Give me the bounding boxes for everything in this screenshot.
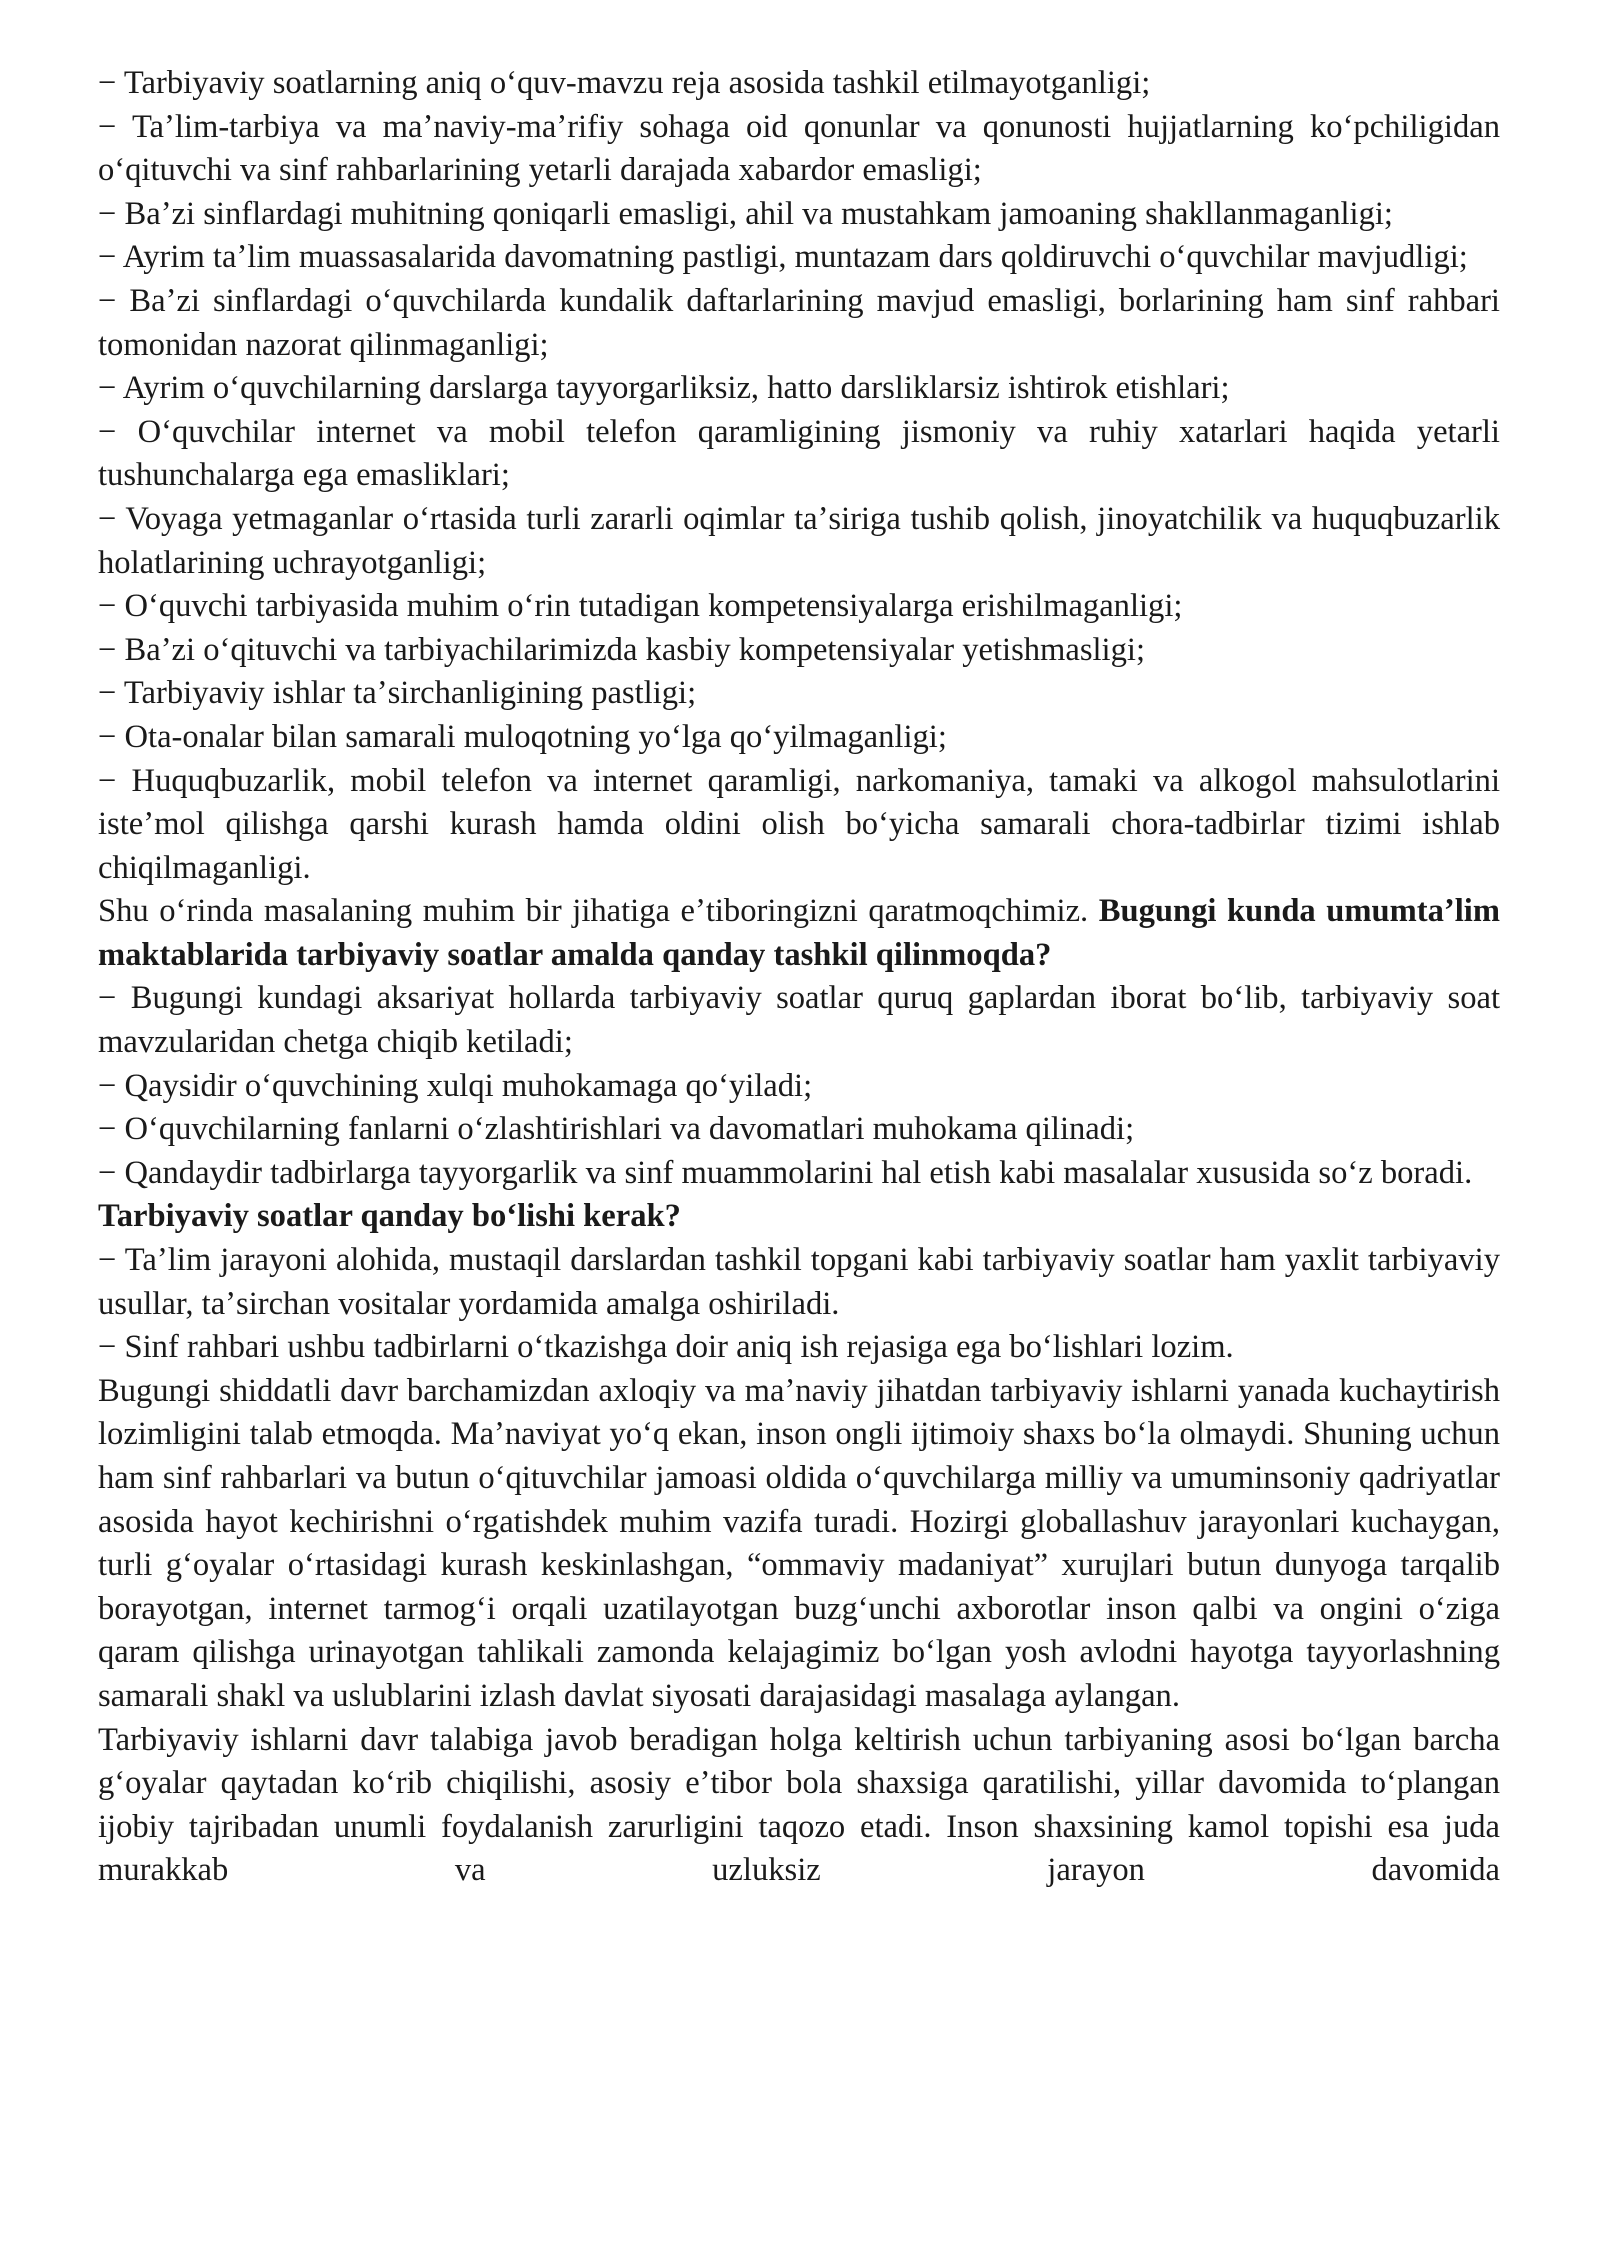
bullet-item: − Taʼlim jarayoni alohida, mustaqil darslardan tashkil topgani kabi tarbiyaviy soatlar ham yaxlit tarbiyaviy usullar, taʼsirchan vositalar yordamida amalga oshiriladi. (98, 1242, 1500, 1322)
bullet-item: − Baʼzi oʻqituvchi va tarbiyachilarimizda kasbiy kompetensiyalar yetishmasligi; (98, 631, 1146, 668)
bullet-item: − Ayrim oʻquvchilarning darslarga tayyorgarliksiz, hatto darsliklarsiz ishtirok etishlari; (98, 370, 1230, 407)
bullet-item: − Baʼzi sinflardagi oʻquvchilarda kundalik daftarlarining mavjud emasligi, borlarining ham sinf rahbari tomonidan nazorat qilinmaganligi; (98, 282, 1500, 363)
bullet-item: − Baʼzi sinflardagi muhitning qoniqarli emasligi, ahil va mustahkam jamoaning shakllanmaganligi; (98, 195, 1393, 232)
bullet-item: − Voyaga yetmaganlar oʻrtasida turli zararli oqimlar taʼsiriga tushib qolish, jinoyatchilik va huquqbuzarlik holatlarining uchrayotganligi; (98, 500, 1500, 581)
bullet-item: − Ota-onalar bilan samarali muloqotning yoʻlga qoʻyilmaganligi; (98, 718, 947, 755)
intro-paragraph (98, 890, 1500, 977)
bullet-item: − Tarbiyaviy soatlarning aniq oʻquv-mavzu reja asosida tashkil etilmayotganligi; (98, 65, 1151, 101)
section-heading (98, 1195, 1500, 1239)
bullet-item: − Oʻquvchi tarbiyasida muhim oʻrin tutadigan kompetensiyalarga erishilmaganligi; (98, 588, 1183, 625)
section-heading-text: Tarbiyaviy soatlar qanday boʻlishi kerak? (98, 1198, 681, 1235)
body-paragraph: Bugungi shiddatli davr barchamizdan axloqiy va maʼnaviy jihatdan tarbiyaviy ishlarni yanada kuchaytirish lozimligini talab etmoqda. Maʼnaviyat yoʻq ekan, inson ongli ijtimoiy shaxs boʻla olmaydi. Shuning uchun ham sinf rahbarlari va butun oʻqituvchilar jamoasi oldida oʻquvchilarga milliy va umuminsoniy qadriyatlar asosida hayot kechirishni oʻrgatishdek muhim vazifa turadi. Hozirgi globallashuv jarayonlari kuchaygan, turli gʻoyalar oʻrtasidagi kurash keskinlashgan, “ommaviy madaniyat” xurujlari butun dunyoga tarqalib borayotgan, internet tarmogʻi orqali uzatilayotgan buzgʻunchi axborotlar inson qalbi va ongini oʻziga qaram qilishga urinayotgan tahlikali zamonda kelajagimiz boʻlgan yosh avlodni hayotga tayyorlashning samarali shakl va uslublarini izlash davlat siyosati darajasidagi masalaga aylangan. (98, 1372, 1500, 1714)
body-paragraph: Tarbiyaviy ishlarni davr talabiga javob beradigan holga keltirish uchun tarbiyaning asosi boʻlgan barcha gʻoyalar qaytadan koʻrib chiqilishi, asosiy eʼtibor bola shaxsiga qaratilishi, yillar davomida toʻplangan ijobiy tajribadan unumli foydalanish zarurligini taqozo etadi. Inson shaxsining kamol topishi esa juda murakkab va uzluksiz jarayon davomida (98, 1721, 1500, 1889)
bullet-item: − Sinf rahbari ushbu tadbirlarni oʻtkazishga doir aniq ish rejasiga ega boʻlishlari lozim. (98, 1329, 1234, 1366)
bullet-item: − Ayrim taʼlim muassasalarida davomatning pastligi, muntazam dars qoldiruvchi oʻquvchilar mavjudligi; (98, 239, 1468, 276)
document-page (98, 62, 1500, 1893)
bullet-item: − Oʻquvchilarning fanlarni oʻzlashtirishlari va davomatlari muhokama qilinadi; (98, 1111, 1135, 1148)
bullet-item: − Taʼlim-tarbiya va maʼnaviy-maʼrifiy sohaga oid qonunlar va qonunosti hujjatlarning koʻpchiligidan oʻqituvchi va sinf rahbarlarining yetarli darajada xabardor emasligi; (98, 108, 1500, 189)
bullet-item: − Qaysidir oʻquvchining xulqi muhokamaga qoʻyiladi; (98, 1067, 813, 1104)
bullet-item: − Qandaydir tadbirlarga tayyorgarlik va sinf muammolarini hal etish kabi masalalar xususida soʻz boradi. (98, 1154, 1473, 1191)
bullet-item: − Bugungi kundagi aksariyat hollarda tarbiyaviy soatlar quruq gaplardan iborat boʻlib, tarbiyaviy soat mavzularidan chetga chiqib ketiladi; (98, 980, 1500, 1061)
bold-question: Bugungi kunda umumtaʼlim maktablarida tarbiyaviy soatlar amalda qanday tashkil qilinmoqda? (98, 893, 1500, 973)
intro-text: Shu oʻrinda masalaning muhim bir jihatiga eʼtiboringizni qaratmoqchimiz. (98, 893, 1099, 930)
bullet-item: − Tarbiyaviy ishlar taʼsirchanligining pastligi; (98, 675, 697, 712)
bullet-item: − Oʻquvchilar internet va mobil telefon qaramligining jismoniy va ruhiy xatarlari haqida yetarli tushunchalarga ega emasliklari; (98, 413, 1500, 494)
bullet-item: − Huquqbuzarlik, mobil telefon va internet qaramligi, narkomaniya, tamaki va alkogol mahsulotlarini isteʼmol qilishga qarshi kurash hamda oldini olish boʻyicha samarali chora-tadbirlar tizimi ishlab chiqilmaganligi. (98, 762, 1500, 886)
